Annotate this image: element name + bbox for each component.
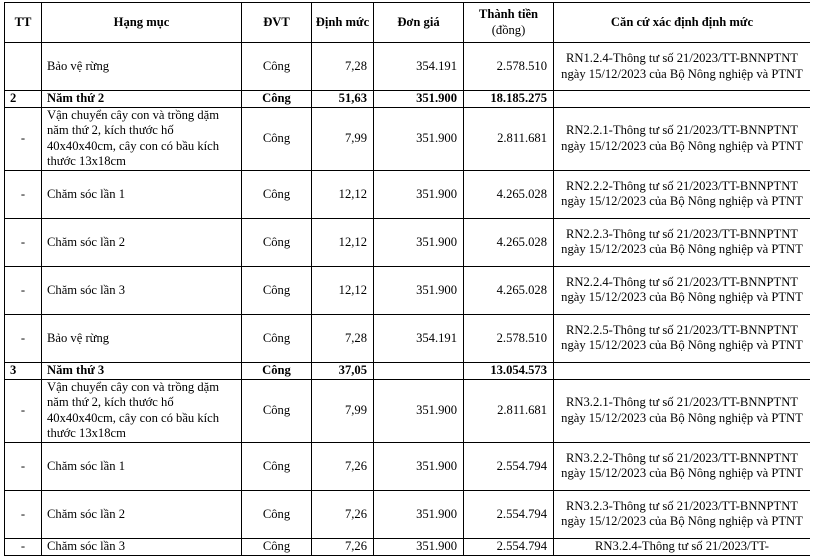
cell-unit: Công [242,442,312,490]
cell-price: 351.900 [374,379,464,442]
cell-item: Chăm sóc lần 2 [42,490,242,538]
cell-item: Năm thứ 2 [42,91,242,108]
header-tt: TT [5,3,42,43]
cell-norm: 37,05 [312,362,374,379]
cell-unit: Công [242,218,312,266]
cell-tt: 3 [5,362,42,379]
cell-reference: RN3.2.1-Thông tư số 21/2023/TT-BNNPTNT ngày 15/12/2023 của Bộ Nông nghiệp và PTNT [554,379,811,442]
cell-item: Chăm sóc lần 2 [42,218,242,266]
header-row [5,3,811,43]
table-row [5,266,811,314]
cell-amount: 2.554.794 [464,490,554,538]
cell-price: 354.191 [374,43,464,91]
cell-item: Bảo vệ rừng [42,43,242,91]
cell-tt [5,43,42,91]
cell-reference: RN3.2.3-Thông tư số 21/2023/TT-BNNPTNT ngày 15/12/2023 của Bộ Nông nghiệp và PTNT [554,490,811,538]
cell-reference: RN3.2.2-Thông tư số 21/2023/TT-BNNPTNT ngày 15/12/2023 của Bộ Nông nghiệp và PTNT [554,442,811,490]
cell-price: 351.900 [374,538,464,555]
cell-item: Năm thứ 3 [42,362,242,379]
cell-price: 351.900 [374,91,464,108]
cell-tt: - [5,314,42,362]
cell-amount: 4.265.028 [464,218,554,266]
table-row [5,538,811,555]
cell-price: 354.191 [374,314,464,362]
cell-reference: RN2.2.2-Thông tư số 21/2023/TT-BNNPTNT ngày 15/12/2023 của Bộ Nông nghiệp và PTNT [554,170,811,218]
cell-tt: - [5,379,42,442]
cell-tt: - [5,538,42,555]
cell-unit: Công [242,266,312,314]
cell-amount: 2.554.794 [464,538,554,555]
header-reference: Căn cứ xác định định mức [554,3,811,43]
cell-amount: 2.811.681 [464,107,554,170]
cell-reference: RN2.2.5-Thông tư số 21/2023/TT-BNNPTNT ngày 15/12/2023 của Bộ Nông nghiệp và PTNT [554,314,811,362]
table-row [5,490,811,538]
cell-price [374,362,464,379]
cell-tt: - [5,266,42,314]
table-row [5,218,811,266]
cell-unit: Công [242,379,312,442]
cell-reference: RN2.2.3-Thông tư số 21/2023/TT-BNNPTNT ngày 15/12/2023 của Bộ Nông nghiệp và PTNT [554,218,811,266]
cell-amount: 2.578.510 [464,314,554,362]
cell-unit: Công [242,538,312,555]
header-price: Đơn giá [374,3,464,43]
cell-reference [554,91,811,108]
header-amount [464,3,554,43]
cell-price: 351.900 [374,170,464,218]
cell-unit: Công [242,490,312,538]
header-amount-label: Thành tiền [478,6,539,21]
cell-reference: RN3.2.4-Thông tư số 21/2023/TT- [554,538,811,555]
table-row [5,43,811,91]
cell-amount: 2.578.510 [464,43,554,91]
cell-tt: - [5,170,42,218]
table-row [5,379,811,442]
cost-table [4,2,810,556]
table-row [5,442,811,490]
cell-norm: 7,28 [312,314,374,362]
cell-price: 351.900 [374,442,464,490]
table-row [5,107,811,170]
cell-tt: - [5,490,42,538]
cell-amount: 4.265.028 [464,266,554,314]
cell-tt: 2 [5,91,42,108]
cell-norm: 7,99 [312,379,374,442]
cell-tt: - [5,107,42,170]
cell-unit: Công [242,362,312,379]
cell-price: 351.900 [374,218,464,266]
table-body [5,43,811,556]
cell-amount: 2.554.794 [464,442,554,490]
cell-tt: - [5,442,42,490]
cell-norm: 7,26 [312,442,374,490]
cell-norm: 12,12 [312,218,374,266]
cell-amount: 18.185.275 [464,91,554,108]
cell-item: Chăm sóc lần 3 [42,538,242,555]
cell-item: Bảo vệ rừng [42,314,242,362]
table-container [4,2,810,558]
table-row [5,314,811,362]
header-item: Hạng mục [42,3,242,43]
cell-unit: Công [242,170,312,218]
header-unit: ĐVT [242,3,312,43]
cell-norm: 7,99 [312,107,374,170]
cell-unit: Công [242,107,312,170]
cell-reference: RN2.2.1-Thông tư số 21/2023/TT-BNNPTNT ngày 15/12/2023 của Bộ Nông nghiệp và PTNT [554,107,811,170]
cell-amount: 4.265.028 [464,170,554,218]
cell-unit: Công [242,314,312,362]
cell-amount: 13.054.573 [464,362,554,379]
cell-price: 351.900 [374,266,464,314]
cell-reference [554,362,811,379]
table-row [5,170,811,218]
cell-unit: Công [242,43,312,91]
table-group-row [5,91,811,108]
cell-price: 351.900 [374,107,464,170]
cell-norm: 7,26 [312,490,374,538]
header-norm: Định mức [312,3,374,43]
cell-amount: 2.811.681 [464,379,554,442]
cell-norm: 7,28 [312,43,374,91]
cell-tt: - [5,218,42,266]
cell-unit: Công [242,91,312,108]
header-amount-unit: (đồng) [491,22,526,37]
cell-norm: 7,26 [312,538,374,555]
cell-item: Vận chuyển cây con và trồng dặm năm thứ 2, kích thước hố 40x40x40cm, cây con có bầu kích thước 13x18cm [42,107,242,170]
cell-norm: 51,63 [312,91,374,108]
cell-reference: RN1.2.4-Thông tư số 21/2023/TT-BNNPTNT ngày 15/12/2023 của Bộ Nông nghiệp và PTNT [554,43,811,91]
cell-item: Chăm sóc lần 1 [42,170,242,218]
cell-item: Chăm sóc lần 3 [42,266,242,314]
cell-price: 351.900 [374,490,464,538]
cell-item: Chăm sóc lần 1 [42,442,242,490]
table-group-row [5,362,811,379]
cell-norm: 12,12 [312,266,374,314]
cell-norm: 12,12 [312,170,374,218]
cell-item: Vận chuyển cây con và trồng dặm năm thứ 2, kích thước hố 40x40x40cm, cây con có bầu kích thước 13x18cm [42,379,242,442]
cell-reference: RN2.2.4-Thông tư số 21/2023/TT-BNNPTNT ngày 15/12/2023 của Bộ Nông nghiệp và PTNT [554,266,811,314]
